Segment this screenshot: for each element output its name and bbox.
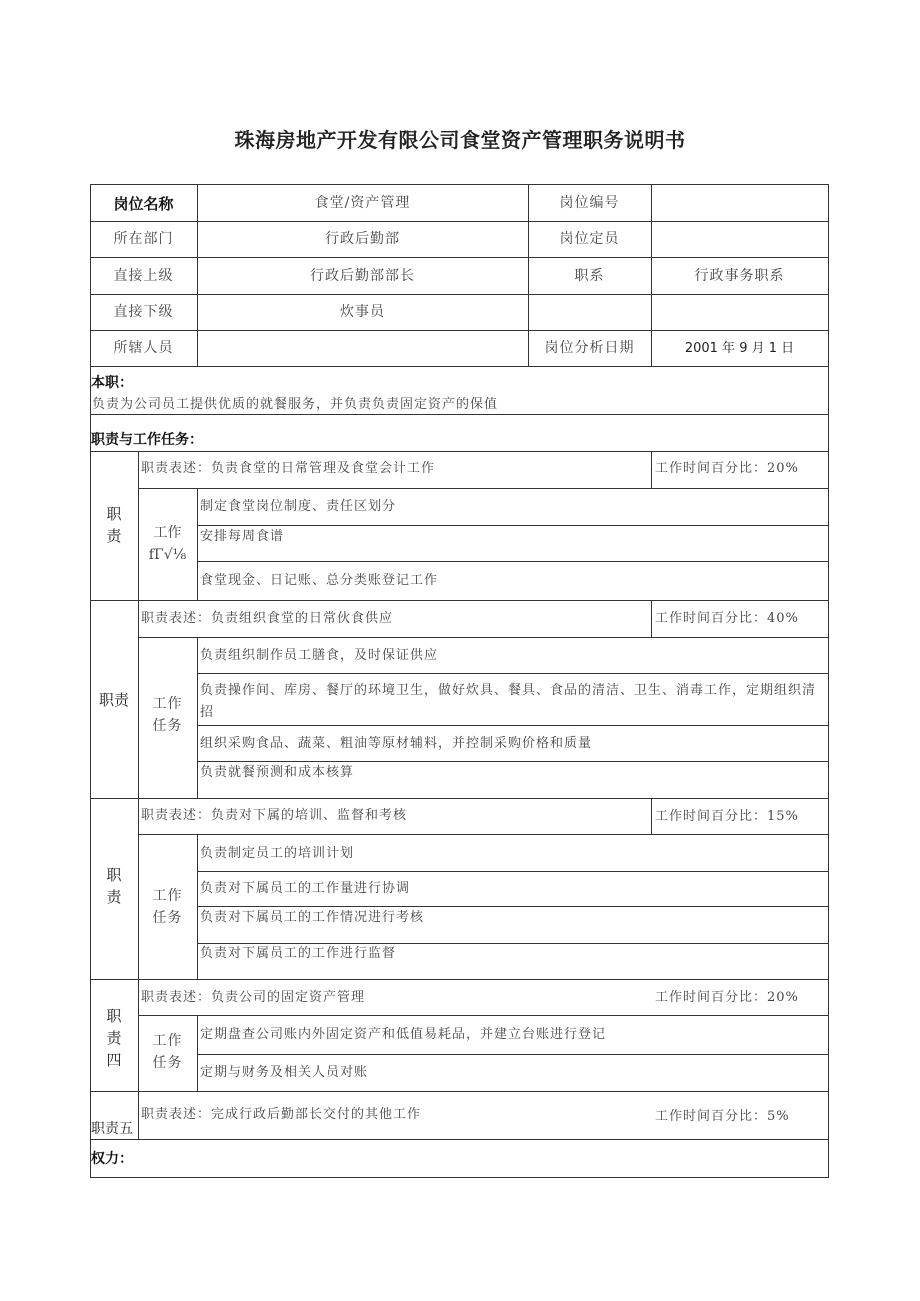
duty-2-task: 负责组织制作员工膳食，及时保证供应 (200, 648, 439, 663)
row-divider (197, 525, 828, 526)
duty-2-statement: 职责表述：负责组织食堂的日常伙食供应 (141, 611, 394, 626)
duty-4-time-pct: 工作时间百分比：20% (655, 990, 799, 1005)
row-divider (138, 834, 828, 835)
row-divider (90, 600, 829, 601)
duty-3-task: 负责对下属员工的工作量进行协调 (200, 881, 411, 896)
row-divider (197, 943, 828, 944)
subordinate-label: 直接下级 (113, 304, 174, 320)
job-family-label: 职系 (574, 268, 605, 284)
managed-label: 所辖人员 (113, 340, 174, 356)
duty-3-task: 负责制定员工的培训计划 (200, 846, 355, 861)
duty-4-task: 定期盘查公司账内外固定资产和低值易耗品，并建立台账进行登记 (200, 1027, 607, 1042)
row-divider (90, 366, 829, 367)
row-divider (90, 1139, 829, 1140)
row-divider (90, 451, 829, 452)
row-divider (197, 725, 828, 726)
duty-3-label: 职 责 (106, 866, 122, 906)
duty-1-statement: 职责表述：负责食堂的日常管理及食堂会计工作 (141, 461, 436, 476)
duty-4-task: 定期与财务及相关人员对账 (200, 1065, 369, 1080)
row-divider (197, 906, 828, 907)
row-divider (90, 257, 829, 258)
summary-text: 负责为公司员工提供优质的就餐服务，并负责负责固定资产的保值 (92, 397, 499, 412)
department-value: 行政后勤部 (325, 231, 400, 247)
duty-5-time-pct: 工作时间百分比：5% (655, 1109, 790, 1124)
duty-3-task: 负责对下属员工的工作进行监督 (200, 946, 397, 961)
row-divider (197, 1054, 828, 1055)
col-divider (197, 637, 198, 798)
row-divider (197, 761, 828, 762)
duty-2-time-pct: 工作时间百分比：40% (655, 611, 799, 626)
duty-1-task: 安排每周食谱 (200, 529, 285, 544)
col-divider (197, 488, 198, 601)
analysis-date-value: 2001 年 9 月 1 日 (684, 341, 795, 356)
row-divider (197, 673, 828, 674)
superior-value: 行政后勤部部长 (310, 268, 415, 284)
table-border-right (828, 184, 829, 1178)
duty-3-statement: 职责表述：负责对下属的培训、监督和考核 (141, 808, 408, 823)
subordinate-value: 炊事员 (340, 304, 385, 320)
row-divider (197, 561, 828, 562)
row-divider (90, 221, 829, 222)
duty-4-statement: 职责表述：负责公司的固定资产管理 (141, 990, 366, 1005)
row-divider (90, 1091, 829, 1092)
authority-label: 权力： (91, 1151, 133, 1167)
duty-3-time-pct: 工作时间百分比：15% (655, 809, 799, 824)
job-description-table (90, 184, 829, 1178)
analysis-date-label: 岗位分析日期 (544, 340, 635, 356)
department-label: 所在部门 (113, 231, 174, 247)
duty-2-task: 负责就餐预测和成本核算 (200, 765, 355, 780)
table-border-top (90, 184, 829, 185)
duty-1-label: 职 责 (106, 505, 122, 545)
col-divider (651, 798, 652, 834)
row-divider (90, 979, 829, 980)
headcount-label: 岗位定员 (559, 231, 620, 247)
duty-5-statement: 职责表述：完成行政后勤部长交付的其他工作 (141, 1107, 422, 1122)
position-name-label: 岗位名称 (113, 195, 174, 213)
duty-3-task-label: 工作 任务 (152, 888, 183, 926)
duty-4-task-label: 工作 任务 (152, 1033, 183, 1071)
position-code-label: 岗位编号 (559, 195, 620, 211)
superior-label: 直接上级 (113, 268, 174, 284)
col-divider (651, 600, 652, 637)
duty-1-task: 制定食堂岗位制度、责任区划分 (200, 499, 397, 514)
duty-4-label: 职 责 四 (106, 1007, 122, 1069)
position-name-value: 食堂/资产管理 (314, 195, 411, 211)
row-divider (90, 798, 829, 799)
job-family-value: 行政事务职系 (694, 268, 785, 284)
duty-2-task-label: 工作 任务 (152, 696, 183, 734)
duty-1-task-label: 工作 fΓ√⅛ (148, 525, 187, 563)
duty-1-task: 食堂现金、日记账、总分类账登记工作 (200, 573, 439, 588)
row-divider (197, 871, 828, 872)
table-border-bottom (90, 1177, 829, 1178)
document-title: 珠海房地产开发有限公司食堂资产管理职务说明书 (234, 128, 686, 152)
col-divider (138, 1091, 139, 1139)
duty-2-label: 职责 (98, 691, 129, 709)
row-divider (138, 488, 828, 489)
col-divider (651, 451, 652, 488)
duty-5-label: 职责五 (91, 1121, 133, 1137)
col-divider (197, 1015, 198, 1091)
duty-3-task: 负责对下属员工的工作情况进行考核 (200, 910, 425, 925)
duty-2-task: 负责操作间、库房、餐厅的环境卫生，做好炊具、餐具、食品的清洁、卫生、消毒工作，定期组织清招 (200, 683, 817, 720)
row-divider (90, 330, 829, 331)
row-divider (138, 1015, 828, 1016)
duty-1-time-pct: 工作时间百分比：20% (655, 461, 799, 476)
row-divider (90, 414, 829, 415)
summary-label: 本职： (91, 375, 133, 391)
row-divider (138, 637, 828, 638)
duties-heading: 职责与工作任务： (91, 432, 203, 448)
duty-2-task: 组织采购食品、蔬菜、粗油等原材辅料，并控制采购价格和质量 (200, 736, 593, 751)
row-divider (90, 294, 829, 295)
